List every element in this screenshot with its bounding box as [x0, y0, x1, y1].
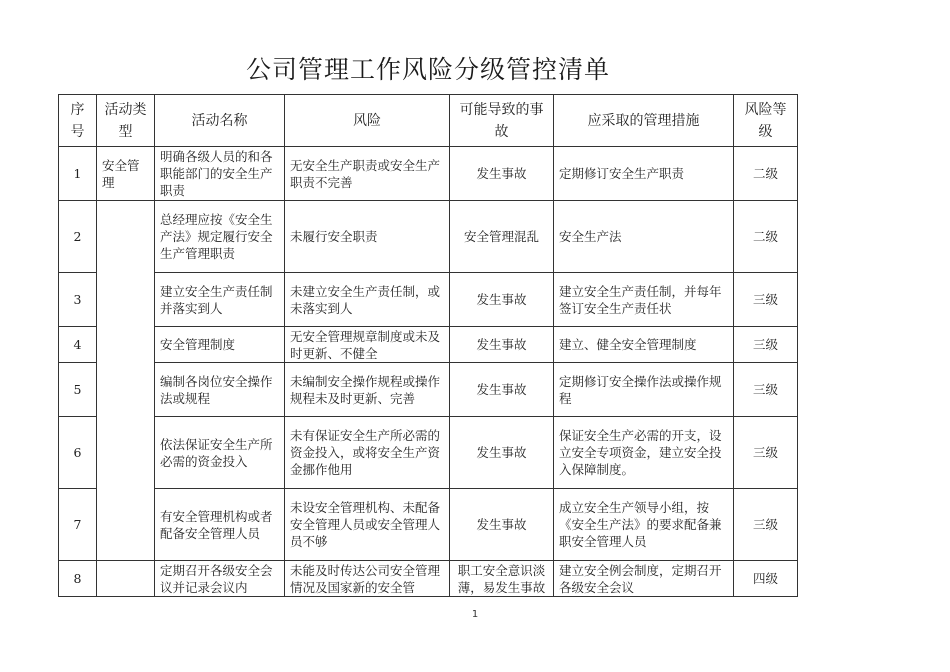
cell-seq: 6: [59, 417, 97, 489]
cell-risk: 未建立安全生产责任制，或未落实到人: [285, 273, 450, 327]
header-activity-type: 活动类型: [97, 95, 155, 147]
cell-accident: 发生事故: [450, 417, 554, 489]
table-row: [59, 273, 798, 327]
cell-activity-type: [97, 327, 155, 363]
header-risk-level: 风险等级: [734, 95, 798, 147]
page-number: 1: [471, 609, 479, 620]
cell-measures: 建立安全例会制度，定期召开各级安全会议: [554, 561, 734, 597]
header-activity-name: 活动名称: [155, 95, 285, 147]
cell-level: 二级: [734, 201, 798, 273]
cell-level: 三级: [734, 327, 798, 363]
header-seq: 序号: [59, 95, 97, 147]
cell-accident: 发生事故: [450, 273, 554, 327]
cell-activity-name: 明确各级人员的和各职能部门的安全生产职责: [155, 147, 285, 201]
risk-control-table: [58, 94, 798, 597]
cell-activity-name: 编制各岗位安全操作法或规程: [155, 363, 285, 417]
cell-activity-type: [97, 273, 155, 327]
cell-activity-type: [97, 363, 155, 417]
cell-activity-name: 定期召开各级安全会议并记录会议内: [155, 561, 285, 597]
cell-risk: 未编制安全操作规程或操作规程未及时更新、完善: [285, 363, 450, 417]
cell-level: 四级: [734, 561, 798, 597]
cell-activity-type: 安全管理: [97, 147, 155, 201]
table-row: [59, 327, 798, 363]
cell-risk: 未有保证安全生产所必需的资金投入，或将安全生产资金挪作他用: [285, 417, 450, 489]
table-row: [59, 561, 798, 597]
cell-seq: 1: [59, 147, 97, 201]
cell-seq: 5: [59, 363, 97, 417]
cell-accident: 职工安全意识淡薄，易发生事故: [450, 561, 554, 597]
cell-level: 二级: [734, 147, 798, 201]
cell-accident: 发生事故: [450, 327, 554, 363]
cell-activity-type: [97, 417, 155, 489]
table-row: [59, 417, 798, 489]
header-row: [59, 95, 798, 147]
cell-seq: 4: [59, 327, 97, 363]
cell-seq: 7: [59, 489, 97, 561]
cell-measures: 保证安全生产必需的开支，设立安全专项资金，建立安全投入保障制度。: [554, 417, 734, 489]
table-row: [59, 489, 798, 561]
cell-activity-name: 安全管理制度: [155, 327, 285, 363]
cell-activity-name: 依法保证安全生产所必需的资金投入: [155, 417, 285, 489]
cell-measures: 建立、健全安全管理制度: [554, 327, 734, 363]
cell-seq: 2: [59, 201, 97, 273]
cell-risk: 未设安全管理机构、未配备安全管理人员或安全管理人员不够: [285, 489, 450, 561]
cell-accident: 发生事故: [450, 147, 554, 201]
cell-activity-name: 有安全管理机构或者配备安全管理人员: [155, 489, 285, 561]
cell-risk: 无安全管理规章制度或未及时更新、不健全: [285, 327, 450, 363]
cell-accident: 安全管理混乱: [450, 201, 554, 273]
cell-level: 三级: [734, 273, 798, 327]
page-title: 公司管理工作风险分级管控清单: [245, 55, 610, 84]
cell-measures: 成立安全生产领导小组，按《安全生产法》的要求配备兼职安全管理人员: [554, 489, 734, 561]
cell-measures: 安全生产法: [554, 201, 734, 273]
cell-seq: 3: [59, 273, 97, 327]
table-row: [59, 201, 798, 273]
header-measures: 应采取的管理措施: [554, 95, 734, 147]
header-possible-accident: 可能导致的事故: [450, 95, 554, 147]
header-risk: 风险: [285, 95, 450, 147]
cell-level: 三级: [734, 363, 798, 417]
cell-accident: 发生事故: [450, 489, 554, 561]
cell-activity-type: [97, 201, 155, 273]
cell-risk: 未能及时传达公司安全管理情况及国家新的安全管: [285, 561, 450, 597]
cell-measures: 定期修订安全生产职责: [554, 147, 734, 201]
cell-accident: 发生事故: [450, 363, 554, 417]
table-row: [59, 147, 798, 201]
cell-level: 三级: [734, 489, 798, 561]
table-row: [59, 363, 798, 417]
cell-activity-type: [97, 561, 155, 597]
cell-measures: 建立安全生产责任制，并每年签订安全生产责任状: [554, 273, 734, 327]
cell-risk: 无安全生产职责或安全生产职责不完善: [285, 147, 450, 201]
cell-seq: 8: [59, 561, 97, 597]
cell-measures: 定期修订安全操作法或操作规程: [554, 363, 734, 417]
cell-activity-name: 建立安全生产责任制并落实到人: [155, 273, 285, 327]
cell-activity-type: [97, 489, 155, 561]
cell-activity-name: 总经理应按《安全生产法》规定履行安全生产管理职责: [155, 201, 285, 273]
cell-risk: 未履行安全职责: [285, 201, 450, 273]
cell-level: 三级: [734, 417, 798, 489]
